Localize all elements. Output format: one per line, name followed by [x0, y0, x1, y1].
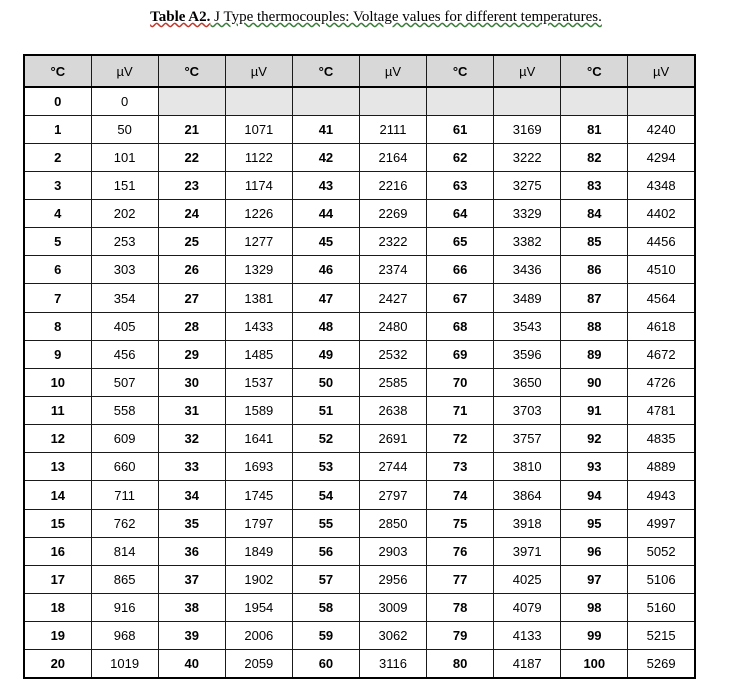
temperature-cell: 99: [561, 622, 628, 650]
temperature-cell: 27: [158, 284, 225, 312]
table-row: [24, 284, 695, 312]
temperature-cell: 96: [561, 537, 628, 565]
temperature-cell: 54: [292, 481, 359, 509]
voltage-cell: 1277: [225, 228, 292, 256]
temperature-cell: 73: [427, 453, 494, 481]
voltage-cell: 1226: [225, 200, 292, 228]
table-row: [24, 171, 695, 199]
caption-text: J Type thermocouples: Voltage values for different temperatures.: [210, 9, 602, 25]
voltage-cell: 4781: [628, 397, 695, 425]
temperature-cell: 92: [561, 425, 628, 453]
voltage-cell: 0: [91, 87, 158, 115]
voltage-cell: 2374: [359, 256, 426, 284]
temperature-cell: 100: [561, 650, 628, 678]
voltage-cell: 2059: [225, 650, 292, 678]
table-row: [24, 368, 695, 396]
voltage-cell: 4240: [628, 115, 695, 143]
voltage-cell: 2691: [359, 425, 426, 453]
voltage-cell: 1797: [225, 509, 292, 537]
temperature-cell: 23: [158, 171, 225, 199]
temperature-cell: 30: [158, 368, 225, 396]
voltage-cell: 3169: [494, 115, 561, 143]
voltage-cell: 2322: [359, 228, 426, 256]
voltage-cell: 3757: [494, 425, 561, 453]
temperature-cell: 21: [158, 115, 225, 143]
temperature-cell: 22: [158, 143, 225, 171]
empty-cell: [359, 87, 426, 115]
voltage-cell: 2216: [359, 171, 426, 199]
temperature-cell: 5: [24, 228, 91, 256]
voltage-cell: 4943: [628, 481, 695, 509]
temperature-cell: 61: [427, 115, 494, 143]
header-microvolts: µV: [494, 55, 561, 87]
voltage-cell: 1589: [225, 397, 292, 425]
voltage-cell: 609: [91, 425, 158, 453]
temperature-cell: 19: [24, 622, 91, 650]
voltage-cell: 2427: [359, 284, 426, 312]
voltage-cell: 5269: [628, 650, 695, 678]
temperature-cell: 11: [24, 397, 91, 425]
temperature-cell: 28: [158, 312, 225, 340]
temperature-cell: 85: [561, 228, 628, 256]
voltage-cell: 558: [91, 397, 158, 425]
temperature-cell: 39: [158, 622, 225, 650]
temperature-cell: 25: [158, 228, 225, 256]
temperature-cell: 3: [24, 171, 91, 199]
temperature-cell: 6: [24, 256, 91, 284]
voltage-cell: 4997: [628, 509, 695, 537]
table-row: [24, 565, 695, 593]
voltage-cell: 4348: [628, 171, 695, 199]
voltage-cell: 4889: [628, 453, 695, 481]
temperature-cell: 82: [561, 143, 628, 171]
temperature-cell: 76: [427, 537, 494, 565]
voltage-cell: 3382: [494, 228, 561, 256]
temperature-cell: 57: [292, 565, 359, 593]
temperature-cell: 41: [292, 115, 359, 143]
voltage-cell: 3650: [494, 368, 561, 396]
temperature-cell: 79: [427, 622, 494, 650]
temperature-cell: 35: [158, 509, 225, 537]
temperature-cell: 55: [292, 509, 359, 537]
empty-cell: [561, 87, 628, 115]
temperature-cell: 83: [561, 171, 628, 199]
table-caption: [0, 9, 735, 26]
temperature-cell: 1: [24, 115, 91, 143]
voltage-cell: 2164: [359, 143, 426, 171]
voltage-cell: 2532: [359, 340, 426, 368]
table-row: [24, 340, 695, 368]
temperature-cell: 90: [561, 368, 628, 396]
voltage-cell: 814: [91, 537, 158, 565]
temperature-cell: 36: [158, 537, 225, 565]
voltage-cell: 4510: [628, 256, 695, 284]
temperature-cell: 64: [427, 200, 494, 228]
temperature-cell: 59: [292, 622, 359, 650]
temperature-cell: 62: [427, 143, 494, 171]
table-row: [24, 143, 695, 171]
temperature-cell: 88: [561, 312, 628, 340]
header-microvolts: µV: [628, 55, 695, 87]
temperature-cell: 58: [292, 594, 359, 622]
table-row: [24, 87, 695, 115]
voltage-cell: 1485: [225, 340, 292, 368]
voltage-cell: 2269: [359, 200, 426, 228]
voltage-cell: 4294: [628, 143, 695, 171]
voltage-cell: 151: [91, 171, 158, 199]
temperature-cell: 43: [292, 171, 359, 199]
voltage-cell: 711: [91, 481, 158, 509]
temperature-cell: 66: [427, 256, 494, 284]
temperature-cell: 51: [292, 397, 359, 425]
temperature-cell: 69: [427, 340, 494, 368]
voltage-cell: 3329: [494, 200, 561, 228]
temperature-cell: 52: [292, 425, 359, 453]
temperature-cell: 46: [292, 256, 359, 284]
voltage-cell: 101: [91, 143, 158, 171]
empty-cell: [158, 87, 225, 115]
voltage-cell: 4402: [628, 200, 695, 228]
temperature-cell: 74: [427, 481, 494, 509]
empty-cell: [427, 87, 494, 115]
temperature-cell: 84: [561, 200, 628, 228]
voltage-cell: 4079: [494, 594, 561, 622]
temperature-cell: 78: [427, 594, 494, 622]
voltage-cell: 3918: [494, 509, 561, 537]
table-body: [24, 87, 695, 678]
temperature-cell: 98: [561, 594, 628, 622]
voltage-cell: 3810: [494, 453, 561, 481]
temperature-cell: 75: [427, 509, 494, 537]
voltage-cell: 5052: [628, 537, 695, 565]
voltage-cell: 5215: [628, 622, 695, 650]
temperature-cell: 10: [24, 368, 91, 396]
temperature-cell: 71: [427, 397, 494, 425]
table-row: [24, 509, 695, 537]
temperature-cell: 24: [158, 200, 225, 228]
temperature-cell: 65: [427, 228, 494, 256]
table-row: [24, 256, 695, 284]
header-microvolts: µV: [225, 55, 292, 87]
temperature-cell: 49: [292, 340, 359, 368]
temperature-cell: 72: [427, 425, 494, 453]
voltage-cell: 5106: [628, 565, 695, 593]
temperature-cell: 0: [24, 87, 91, 115]
table-row: [24, 537, 695, 565]
voltage-cell: 3009: [359, 594, 426, 622]
temperature-cell: 86: [561, 256, 628, 284]
voltage-cell: 202: [91, 200, 158, 228]
table-header: [24, 55, 695, 87]
temperature-cell: 18: [24, 594, 91, 622]
temperature-cell: 60: [292, 650, 359, 678]
temperature-cell: 12: [24, 425, 91, 453]
voltage-cell: 5160: [628, 594, 695, 622]
voltage-cell: 1849: [225, 537, 292, 565]
voltage-cell: 1381: [225, 284, 292, 312]
temperature-cell: 17: [24, 565, 91, 593]
voltage-cell: 1902: [225, 565, 292, 593]
temperature-cell: 91: [561, 397, 628, 425]
temperature-cell: 29: [158, 340, 225, 368]
temperature-cell: 47: [292, 284, 359, 312]
temperature-cell: 14: [24, 481, 91, 509]
voltage-cell: 2638: [359, 397, 426, 425]
table-row: [24, 397, 695, 425]
voltage-cell: 3489: [494, 284, 561, 312]
temperature-cell: 38: [158, 594, 225, 622]
voltage-cell: 4564: [628, 284, 695, 312]
temperature-cell: 26: [158, 256, 225, 284]
voltage-cell: 3116: [359, 650, 426, 678]
table-row: [24, 228, 695, 256]
voltage-cell: 405: [91, 312, 158, 340]
temperature-cell: 40: [158, 650, 225, 678]
temperature-cell: 77: [427, 565, 494, 593]
voltage-cell: 1433: [225, 312, 292, 340]
temperature-cell: 63: [427, 171, 494, 199]
header-microvolts: µV: [359, 55, 426, 87]
empty-cell: [494, 87, 561, 115]
temperature-cell: 32: [158, 425, 225, 453]
temperature-cell: 34: [158, 481, 225, 509]
temperature-cell: 94: [561, 481, 628, 509]
voltage-cell: 2006: [225, 622, 292, 650]
temperature-cell: 45: [292, 228, 359, 256]
voltage-cell: 2480: [359, 312, 426, 340]
voltage-cell: 1071: [225, 115, 292, 143]
temperature-cell: 15: [24, 509, 91, 537]
table-row: [24, 200, 695, 228]
voltage-cell: 4025: [494, 565, 561, 593]
temperature-cell: 97: [561, 565, 628, 593]
temperature-cell: 70: [427, 368, 494, 396]
temperature-cell: 56: [292, 537, 359, 565]
temperature-cell: 2: [24, 143, 91, 171]
temperature-cell: 8: [24, 312, 91, 340]
voltage-cell: 3971: [494, 537, 561, 565]
temperature-cell: 13: [24, 453, 91, 481]
temperature-cell: 9: [24, 340, 91, 368]
header-celsius: °C: [427, 55, 494, 87]
table-row: [24, 622, 695, 650]
voltage-cell: 1641: [225, 425, 292, 453]
temperature-cell: 4: [24, 200, 91, 228]
caption-label: Table A2.: [150, 9, 211, 25]
voltage-cell: 4726: [628, 368, 695, 396]
temperature-cell: 48: [292, 312, 359, 340]
voltage-cell: 1745: [225, 481, 292, 509]
voltage-cell: 2850: [359, 509, 426, 537]
temperature-cell: 89: [561, 340, 628, 368]
temperature-cell: 33: [158, 453, 225, 481]
temperature-cell: 81: [561, 115, 628, 143]
voltage-cell: 4456: [628, 228, 695, 256]
temperature-cell: 7: [24, 284, 91, 312]
header-microvolts: µV: [91, 55, 158, 87]
table-row: [24, 650, 695, 678]
header-celsius: °C: [24, 55, 91, 87]
voltage-cell: 916: [91, 594, 158, 622]
table-row: [24, 594, 695, 622]
voltage-cell: 303: [91, 256, 158, 284]
voltage-cell: 2585: [359, 368, 426, 396]
table-row: [24, 481, 695, 509]
voltage-cell: 2903: [359, 537, 426, 565]
voltage-cell: 4618: [628, 312, 695, 340]
temperature-cell: 20: [24, 650, 91, 678]
voltage-cell: 3543: [494, 312, 561, 340]
voltage-cell: 456: [91, 340, 158, 368]
voltage-cell: 1019: [91, 650, 158, 678]
voltage-cell: 4187: [494, 650, 561, 678]
voltage-cell: 1329: [225, 256, 292, 284]
voltage-cell: 660: [91, 453, 158, 481]
voltage-cell: 354: [91, 284, 158, 312]
voltage-cell: 4133: [494, 622, 561, 650]
temperature-cell: 80: [427, 650, 494, 678]
voltage-cell: 3864: [494, 481, 561, 509]
table-row: [24, 425, 695, 453]
voltage-cell: 2111: [359, 115, 426, 143]
header-row: [24, 55, 695, 87]
header-celsius: °C: [561, 55, 628, 87]
voltage-cell: 3596: [494, 340, 561, 368]
voltage-cell: 1693: [225, 453, 292, 481]
temperature-cell: 87: [561, 284, 628, 312]
temperature-cell: 93: [561, 453, 628, 481]
voltage-cell: 762: [91, 509, 158, 537]
temperature-cell: 16: [24, 537, 91, 565]
thermocouple-table: [23, 54, 696, 679]
voltage-cell: 507: [91, 368, 158, 396]
voltage-cell: 2797: [359, 481, 426, 509]
voltage-cell: 1954: [225, 594, 292, 622]
voltage-cell: 865: [91, 565, 158, 593]
temperature-cell: 53: [292, 453, 359, 481]
temperature-cell: 31: [158, 397, 225, 425]
temperature-cell: 42: [292, 143, 359, 171]
voltage-cell: 3062: [359, 622, 426, 650]
voltage-cell: 3222: [494, 143, 561, 171]
header-celsius: °C: [292, 55, 359, 87]
empty-cell: [225, 87, 292, 115]
voltage-cell: 3436: [494, 256, 561, 284]
table-row: [24, 312, 695, 340]
empty-cell: [628, 87, 695, 115]
header-celsius: °C: [158, 55, 225, 87]
temperature-cell: 68: [427, 312, 494, 340]
voltage-cell: 50: [91, 115, 158, 143]
temperature-cell: 44: [292, 200, 359, 228]
voltage-cell: 3703: [494, 397, 561, 425]
voltage-cell: 4835: [628, 425, 695, 453]
table-row: [24, 115, 695, 143]
voltage-cell: 2744: [359, 453, 426, 481]
empty-cell: [292, 87, 359, 115]
voltage-cell: 968: [91, 622, 158, 650]
voltage-cell: 1122: [225, 143, 292, 171]
temperature-cell: 37: [158, 565, 225, 593]
temperature-cell: 95: [561, 509, 628, 537]
voltage-cell: 1174: [225, 171, 292, 199]
voltage-cell: 253: [91, 228, 158, 256]
voltage-cell: 4672: [628, 340, 695, 368]
voltage-cell: 1537: [225, 368, 292, 396]
voltage-cell: 3275: [494, 171, 561, 199]
table-row: [24, 453, 695, 481]
voltage-cell: 2956: [359, 565, 426, 593]
temperature-cell: 50: [292, 368, 359, 396]
temperature-cell: 67: [427, 284, 494, 312]
